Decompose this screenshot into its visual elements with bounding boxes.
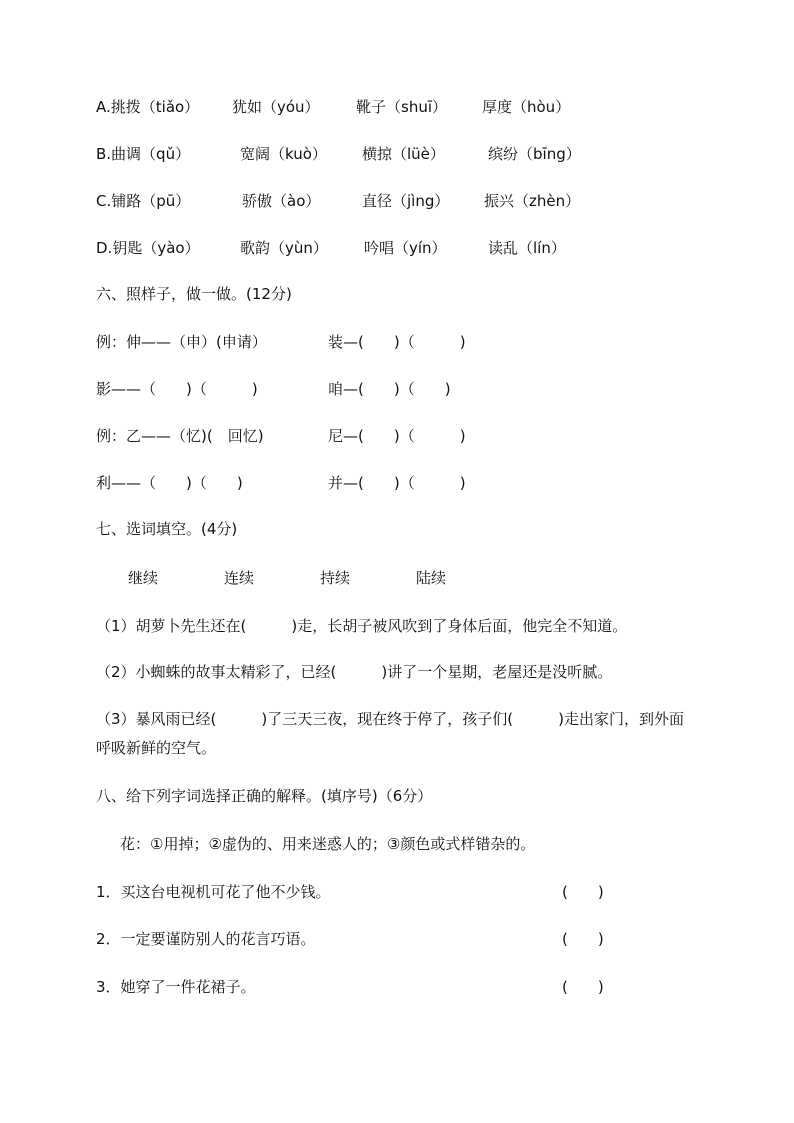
option-a-word-3: 靴子（shuī） — [356, 98, 447, 116]
section-7-title: 七、选词填空。(4分) — [96, 520, 238, 538]
option-d-word-4: 读乱（lín） — [488, 239, 566, 257]
option-c-word-1: C.铺路（pū） — [96, 192, 191, 210]
word-option-4: 陆续 — [416, 569, 447, 587]
word-option-2: 连续 — [224, 569, 255, 587]
s7-question-2: （2）小蜘蛛的故事太精彩了，已经( )讲了一个星期，老屋还是没听腻。 — [96, 663, 613, 681]
option-d-word-2: 歌韵（yùn） — [240, 239, 328, 257]
section-8-title: 八、给下列字词选择正确的解释。(填序号)（6分） — [96, 787, 433, 805]
s7-question-1: （1）胡萝卜先生还在( )走，长胡子被风吹到了身体后面，他完全不知道。 — [96, 617, 628, 635]
s8-item-3: 3．她穿了一件花裙子。 — [96, 978, 256, 996]
option-c-word-3: 直径（jìng） — [362, 192, 450, 210]
s8-item-2-blank[interactable]: ( ) — [562, 930, 604, 948]
s6-row-3-left: 例：乙——（忆)( 回忆) — [96, 427, 264, 445]
s6-row-4-left: 利——（ )（ ) — [96, 474, 243, 492]
s8-item-2: 2．一定要谨防别人的花言巧语。 — [96, 930, 316, 948]
s8-item-1-blank[interactable]: ( ) — [562, 883, 604, 901]
definition-line: 花：①用掉；②虚伪的、用来迷惑人的；③颜色或式样错杂的。 — [120, 835, 536, 853]
option-a-word-2: 犹如（yóu） — [232, 98, 320, 116]
s7-question-3-cont: 呼吸新鲜的空气。 — [96, 739, 217, 757]
option-c-word-2: 骄傲（ào） — [242, 192, 321, 210]
s6-row-2-right: 咱—( )（ ) — [328, 380, 451, 398]
s6-row-2-left: 影——（ )（ ) — [96, 380, 258, 398]
s6-row-3-right: 尼—( )（ ) — [328, 427, 466, 445]
s6-row-4-right: 并—( )（ ) — [328, 474, 466, 492]
s7-question-3: （3）暴风雨已经( )了三天三夜，现在终于停了，孩子们( )走出家门，到外面 — [96, 710, 684, 728]
s8-item-3-blank[interactable]: ( ) — [562, 978, 604, 996]
section-6-title: 六、照样子，做一做。(12分) — [96, 285, 292, 303]
option-b-word-1: B.曲调（qǔ） — [96, 145, 191, 163]
option-c-word-4: 振兴（zhèn） — [484, 192, 581, 210]
s6-row-1-right: 装—( )（ ) — [328, 333, 466, 351]
option-a-word-1: A.挑拨（tiǎo） — [96, 98, 200, 116]
option-d-word-1: D.钥匙（yào） — [96, 239, 200, 257]
option-b-word-2: 宽阔（kuò） — [240, 145, 327, 163]
option-b-word-3: 横掠（lüè） — [362, 145, 445, 163]
option-a-word-4: 厚度（hòu） — [482, 98, 571, 116]
s6-row-1-left: 例：伸——（申）(申请） — [96, 333, 267, 351]
option-d-word-3: 吟唱（yín） — [364, 239, 447, 257]
option-b-word-4: 缤纷（bīng） — [488, 145, 581, 163]
s8-item-1: 1．买这台电视机可花了他不少钱。 — [96, 883, 331, 901]
word-option-1: 继续 — [128, 569, 159, 587]
word-option-3: 持续 — [320, 569, 351, 587]
